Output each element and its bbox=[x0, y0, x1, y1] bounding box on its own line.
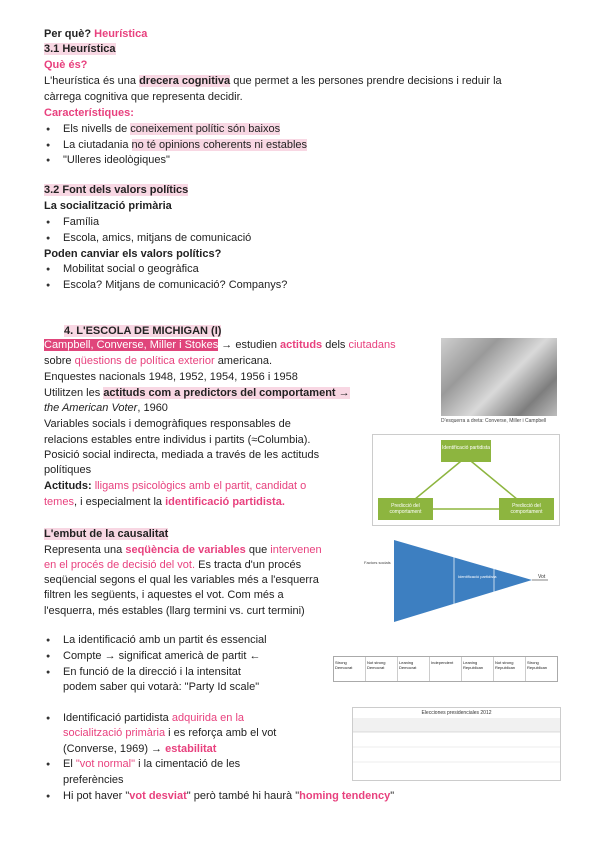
list-item: ● Hi pot haver "vot desviat" però també hi haurà "homing tendency" bbox=[63, 789, 394, 804]
section-31-title: 3.1 Heurística bbox=[44, 43, 116, 55]
list-item: ● La identificació amb un partit és essencial bbox=[63, 633, 267, 648]
list-item: ● Escola? Mitjans de comunicació? Companys? bbox=[63, 278, 287, 293]
scale-column: Independent bbox=[430, 657, 462, 681]
list-item: ● Compte → significat americà de partit ← bbox=[63, 649, 260, 664]
election-table-title: Elecciones presidenciales 2012 bbox=[421, 710, 492, 716]
michigan-line-4: Utilitzen les actituds com a predictors del comportament → bbox=[44, 387, 350, 399]
list-item: ● Els nivells de coneixement polític són baixos bbox=[63, 122, 280, 137]
funnel-end-label: Vot bbox=[538, 574, 546, 580]
funnel-mid-label: Identificació partidista bbox=[458, 574, 497, 579]
embut-line-5: l'esquerra, més estables (llarg termini vs. curt termini) bbox=[44, 605, 305, 617]
caracteristiques-heading: Característiques: bbox=[44, 107, 134, 119]
embut-title: L'embut de la causalitat bbox=[44, 528, 169, 540]
scale-column: Not strong Democrat bbox=[366, 657, 398, 681]
photo-caption: D'esquerra a dreta: Converse, Miller i Campbell bbox=[441, 418, 547, 424]
scale-column: Leaning Democrat bbox=[398, 657, 430, 681]
header-question: Per què? bbox=[44, 28, 92, 40]
scale-column: Strong Democrat bbox=[334, 657, 366, 681]
election-table bbox=[352, 707, 561, 781]
list-item: ● "Ulleres ideològiques" bbox=[63, 153, 170, 168]
michigan-line-3: Enquestes nacionals 1948, 1952, 1954, 1956 i 1958 bbox=[44, 371, 298, 383]
party-id-scale-table bbox=[333, 656, 558, 682]
definition-line-2: càrrega cognitiva que representa decidir. bbox=[44, 91, 243, 103]
section-4-title: 4. L'ESCOLA DE MICHIGAN (I) bbox=[64, 325, 222, 337]
list-item: ● Escola, amics, mitjans de comunicació bbox=[63, 231, 251, 246]
header-keyword: Heurística bbox=[94, 28, 148, 40]
list-item-continuation: preferències bbox=[63, 774, 124, 786]
que-es-heading: Què és? bbox=[44, 59, 88, 71]
michigan-line-8: Posició social indirecta, mediada a través de les actituds bbox=[44, 449, 320, 461]
list-item: ● Mobilitat social o geogràfica bbox=[63, 262, 199, 277]
tri-node-right: Predicció del comportament bbox=[499, 498, 554, 520]
michigan-line-10: Actituds: lligams psicològics amb el partit, candidat o bbox=[44, 480, 307, 492]
socialitzacio-heading: La socialització primària bbox=[44, 200, 172, 212]
scale-column: Not strong Republican bbox=[494, 657, 526, 681]
authors-photo bbox=[441, 338, 557, 416]
header-line bbox=[44, 27, 147, 42]
party-id-scale-columns bbox=[334, 657, 557, 681]
michigan-line-9: polítiques bbox=[44, 464, 92, 476]
list-item: ● El "vot normal" i la cimentació de les bbox=[63, 757, 240, 772]
michigan-line-11: temes, i especialment la identificació partidista. bbox=[44, 496, 285, 508]
michigan-line-5: the American Voter, 1960 bbox=[44, 402, 168, 414]
michigan-line-2: sobre qüestions de política exterior americana. bbox=[44, 355, 273, 367]
list-item: ● La ciutadania no té opinions coherents ni estables bbox=[63, 138, 307, 153]
michigan-line-7: relacions estables entre individus i partits (≈Columbia). bbox=[44, 434, 311, 446]
list-item-continuation: podem saber qui votarà: "Party Id scale" bbox=[63, 681, 260, 693]
funnel-left-label: Factors socials bbox=[364, 560, 391, 565]
embut-line-1: Representa una seqüència de variables que intervenen bbox=[44, 544, 322, 556]
funnel-shape bbox=[362, 536, 558, 626]
list-item: ● Identificació partidista adquirida en la bbox=[63, 711, 244, 726]
funnel-diagram bbox=[362, 536, 558, 626]
canviar-heading: Poden canviar els valors polítics? bbox=[44, 248, 222, 260]
scale-column: Strong Republican bbox=[527, 660, 548, 670]
tri-node-top: Identificació partidista bbox=[441, 440, 491, 462]
list-item-continuation: socialització primària i es reforça amb el vot bbox=[63, 727, 277, 739]
embut-line-2: en el procés de decisió del vot. Es tracta d'un procés bbox=[44, 559, 302, 571]
list-item: ● En funció de la direcció i la intensitat bbox=[63, 665, 241, 680]
list-item: ● Família bbox=[63, 215, 99, 230]
definition-line-1: L'heurística és una drecera cognitiva que permet a les persones prendre decisions i reduir la bbox=[44, 75, 502, 87]
list-item-continuation: (Converse, 1969) → estabilitat bbox=[63, 743, 217, 755]
section-32-title: 3.2 Font dels valors polítics bbox=[44, 184, 189, 196]
embut-line-3: seqüencial segons el qual les variables més a l'esquerra bbox=[44, 574, 319, 586]
triangle-diagram bbox=[372, 434, 560, 526]
michigan-line-1: Campbell, Converse, Miller i Stokes → estudien actituds dels ciutadans bbox=[44, 339, 396, 351]
embut-line-4: filtren les següents, i aquestes el vot. Com més a bbox=[44, 589, 284, 601]
michigan-line-6: Variables socials i demogràfiques responsables de bbox=[44, 418, 291, 430]
scale-column: Leaning Republican bbox=[462, 657, 494, 681]
tri-node-left: Predicció del comportament bbox=[378, 498, 433, 520]
election-table-grid bbox=[353, 718, 560, 780]
